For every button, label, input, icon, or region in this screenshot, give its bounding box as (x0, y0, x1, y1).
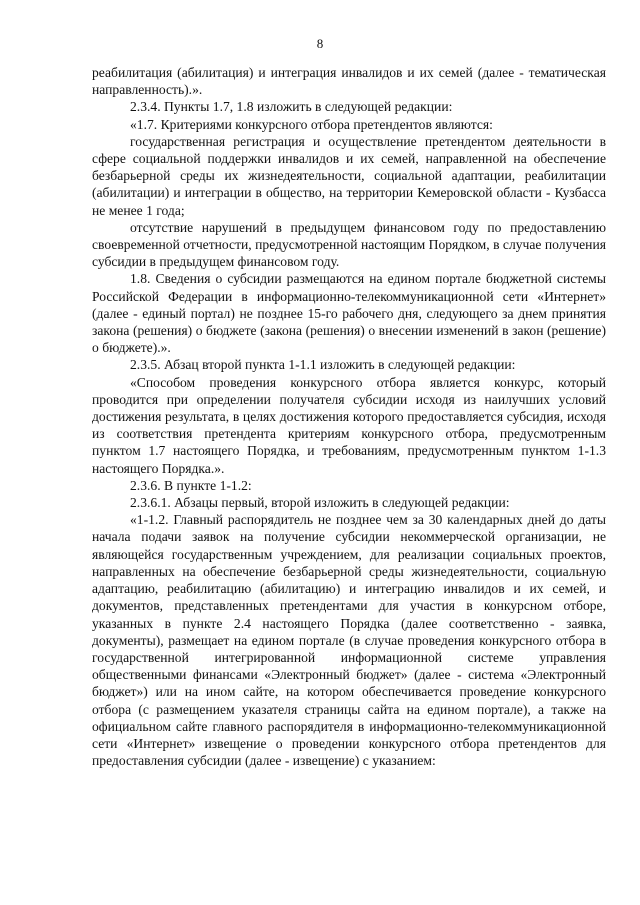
paragraph: 2.3.6.1. Абзацы первый, второй изложить в следующей редакции: (130, 495, 510, 511)
paragraph: отсутствие нарушений в предыдущем финансовом году по предоставлению своевременной отчетности, предусмотренной настоящим Порядком, в случае получения субсидии в предыдущем финансовом году. (92, 219, 606, 270)
page-number: 8 (316, 36, 324, 51)
paragraph: «Способом проведения конкурсного отбора является конкурс, который проводится при определении получателя субсидии исходя из наилучших условий достижения результата, в целях достижения которого предоставляется субсидия, исходя из соответствия претендента критериям конкурсного отбора, предусмотренным пунктом 1.7 настоящего Порядка, и требованиям, предусмотренным пунктом 1-1.3 настоящего Порядка.». (92, 374, 606, 476)
paragraph: 1.8. Сведения о субсидии размещаются на едином портале бюджетной системы Российской Федерации в информационно-телекоммуникационной сети «Интернет» (далее - единый портал) не позднее 15-го рабочего дня, следующего за днем принятия закона (решения) о бюджете (закона (решения) о внесении изменений в закон (решение) о бюджете).». (92, 271, 606, 356)
paragraph: 2.3.5. Абзац второй пункта 1-1.1 изложить в следующей редакции: (130, 357, 516, 373)
paragraph: 2.3.6. В пункте 1-1.2: (130, 477, 252, 493)
paragraph: 2.3.4. Пункты 1.7, 1.8 изложить в следующей редакции: (130, 99, 453, 115)
paragraph: государственная регистрация и осуществление претендентом деятельности в сфере социальной поддержки инвалидов и их семей, направленной на обеспечение безбарьерной среды их жизнедеятельности, социальной адаптации, реабилитации (абилитации) и интеграции в общество, на территории Кемеровской области - Кузбасса не менее 1 года; (92, 133, 606, 218)
paragraph: реабилитация (абилитация) и интеграция инвалидов и их семей (далее - тематическая направленность).». (92, 65, 606, 98)
paragraph: «1-1.2. Главный распорядитель не позднее чем за 30 календарных дней до даты начала подачи заявок на получение субсидии некоммерческой организации, не являющейся государственным учреждением, для реализации социальных проектов, направленных на обеспечение безбарьерной среды жизнедеятельности, социальную адаптацию, реабилитацию (абилитацию) и интеграцию инвалидов и их семей, и документов, представленных претендентами для участия в конкурсном отборе, указанных в пункте 2.4 настоящего Порядка (далее соответственно - заявка, документы), размещает на едином портале (в случае проведения конкурсного отбора в государственной интегрированной информационной системе управления общественными финансами «Электронный бюджет» (далее - система «Электронный бюджет») или на ином сайте, на котором обеспечивается проведение конкурсного отбора (с размещением указателя страницы сайта на едином портале), а также на официальном сайте главного распорядителя в информационно-телекоммуникационной сети «Интернет» извещение о проведении конкурсного отбора претендентов для предоставления субсидии (далее - извещение) с указанием: (92, 512, 606, 769)
document-body (92, 64, 606, 769)
paragraph: «1.7. Критериями конкурсного отбора претендентов являются: (130, 116, 493, 132)
